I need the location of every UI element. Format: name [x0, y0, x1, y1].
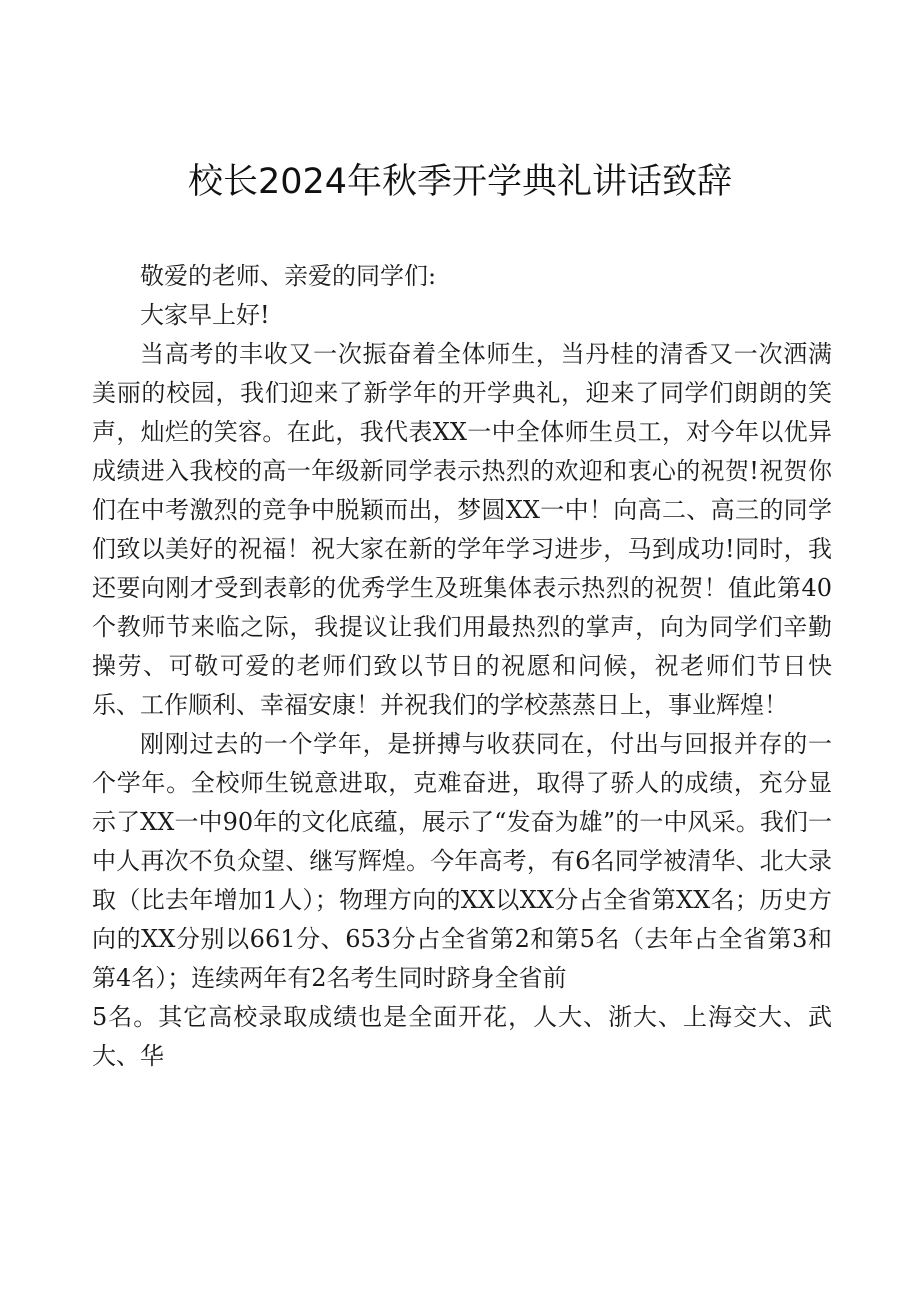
body-paragraph: 刚刚过去的一个学年，是拼搏与收获同在，付出与回报并存的一个学年。全校师生锐意进取，克难奋进，取得了骄人的成绩，充分显示了XX一中90年的文化底蕴，展示了“发奋为雄”的一中风采。我们一中人再次不负众望、继写辉煌。今年高考，有6名同学被清华、北大录取（比去年增加1人）；物理方向的XX以XX分占全省第XX名；历史方向的XX分别以661分、653分占全省第2和第5名（去年占全省第3和第4名）；连续两年有2名考生同时跻身全省前 — [92, 730, 832, 992]
body-paragraph: 当高考的丰收又一次振奋着全体师生，当丹桂的清香又一次洒满美丽的校园，我们迎来了新学年的开学典礼，迎来了同学们朗朗的笑声，灿烂的笑容。在此，我代表XX一中全体师生员工，对今年以优异成绩进入我校的高一年级新同学表示热烈的欢迎和衷心的祝贺!祝贺你们在中考激烈的竞争中脱颖而出，梦圆XX一中！向高二、高三的同学们致以美好的祝福！祝大家在新的学年学习进步，马到成功!同时，我还要向刚才受到表彰的优秀学生及班集体表示热烈的祝贺！值此第40个教师节来临之际，我提议让我们用最热烈的掌声，向为同学们辛勤操劳、可敬可爱的老师们致以节日的祝愿和问候，祝老师们节日快乐、工作顺利、幸福安康！并祝我们的学校蒸蒸日上，事业辉煌！ — [92, 340, 832, 719]
document-title: 校长2024年秋季开学典礼讲话致辞 — [187, 162, 733, 202]
document-body — [92, 257, 832, 1076]
body-paragraph: 5名。其它高校录取成绩也是全面开花，人大、浙大、上海交大、武大、华 — [92, 1003, 832, 1070]
greeting-paragraph: 大家早上好! — [140, 301, 270, 329]
salutation-paragraph: 敬爱的老师、亲爱的同学们: — [140, 262, 437, 290]
